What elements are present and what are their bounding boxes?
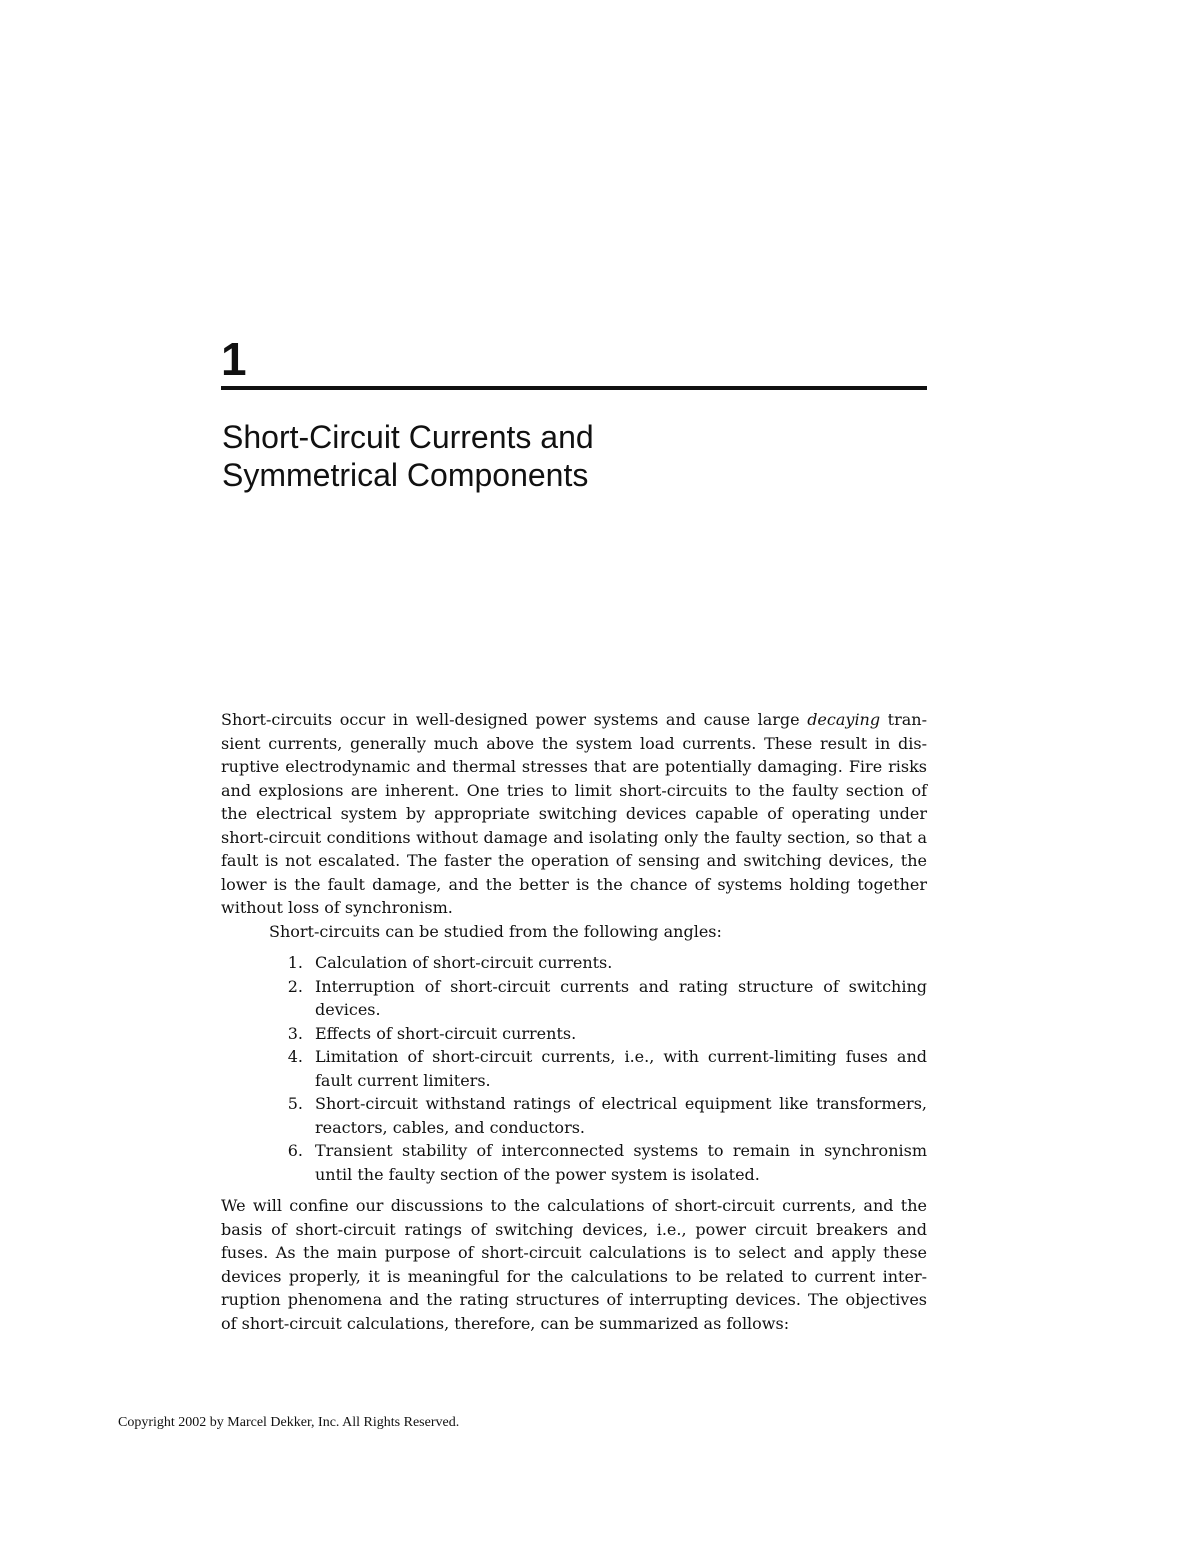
chapter-number: 1: [221, 333, 247, 385]
list-item-text: Effects of short-circuit currents.: [315, 1023, 577, 1043]
intro-text-start: Short-circuits occur in well-designed power systems and cause large: [221, 710, 808, 729]
list-item-number: 6.: [287, 1141, 303, 1160]
closing-paragraph: We will confine our discussions to the calculations of short-circuit currents, and the basis of short-circuit ratings of switching devices, i.e., power circuit breakers and fuses. As the main purpose of short-circuit calculations is to select and apply these devices properly, it is meaningful for the calculations to be related to current interruption phenomena and the rating structures of interrupting devices. The objectives of short-circuit calculations, therefore, can be summarized as follows:: [221, 1196, 927, 1333]
list-item-text: Short-circuit withstand ratings of electrical equipment like transformers, reactors, cables, and conductors.: [315, 1094, 927, 1137]
intro-text-end: transient currents, generally much above the system load currents. These result in disruptive electrodynamic and thermal stresses that are potentially damaging. Fire risks and explosions are inherent. One tries to limit short-circuits to the faulty section of the electrical system by appropriate switching devices capable of operating under short-circuit conditions without damage and isolating only the faulty section, so that a fault is not escalated. The faster the operation of sensing and switching devices, the lower is the fault damage, and the better is the chance of systems holding together without loss of synchronism.: [221, 710, 927, 917]
list-item: [221, 975, 927, 1022]
chapter-title-line-2: Symmetrical Components: [222, 457, 589, 493]
list-item-number: 5.: [287, 1094, 303, 1113]
intro-paragraph: [221, 708, 927, 920]
list-item-text: Calculation of short-circuit currents.: [315, 953, 613, 972]
angles-list: [221, 951, 927, 1186]
list-item-text: Limitation of short-circuit currents, i.e., with current-limiting fuses and fault current limiters.: [315, 1047, 927, 1090]
list-item: [221, 951, 927, 975]
chapter-title: [222, 418, 928, 494]
copyright-notice: Copyright 2002 by Marcel Dekker, Inc. All Rights Reserved.: [118, 1415, 460, 1430]
list-item-text: Interruption of short-circuit currents and rating structure of switching devices.: [315, 976, 927, 1019]
list-item: [221, 1139, 927, 1186]
list-item: [221, 1092, 927, 1139]
chapter-rule: [221, 386, 927, 390]
chapter-title-line-1: Short-Circuit Currents and: [222, 419, 594, 455]
angles-intro-paragraph: Short-circuits can be studied from the following angles:: [269, 921, 722, 941]
list-item-number: 1.: [287, 953, 303, 972]
list-item-number: 2.: [287, 976, 303, 996]
list-item: [221, 1045, 927, 1092]
chapter-body: [221, 708, 927, 1335]
list-item-number: 4.: [287, 1047, 303, 1066]
list-item-text: Transient stability of interconnected systems to remain in synchronism until the faulty section of the power system is isolated.: [315, 1141, 927, 1184]
intro-emphasis: decaying: [807, 710, 881, 729]
list-item-number: 3.: [287, 1023, 303, 1043]
list-item: [221, 1022, 927, 1046]
